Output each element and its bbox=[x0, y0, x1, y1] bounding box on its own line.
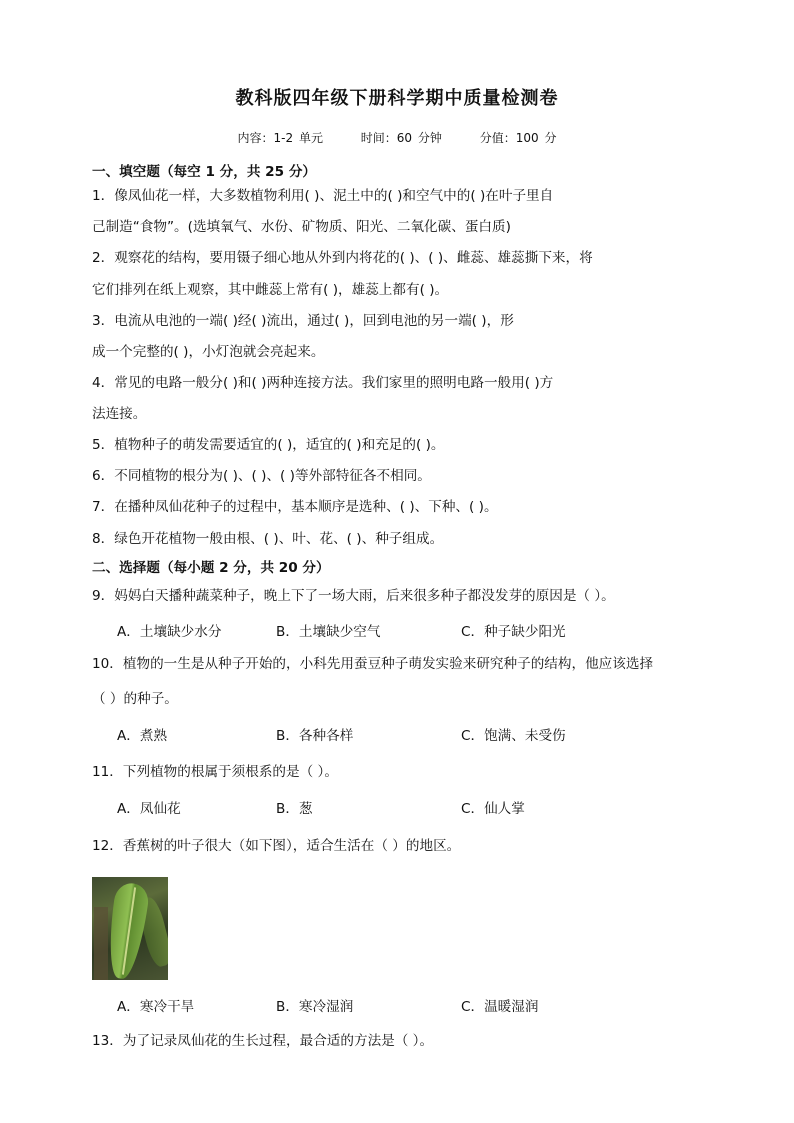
meta-content: 内容：1-2 单元 bbox=[237, 131, 323, 145]
question-6: 6．不同植物的根分为( )、( )、( )等外部特征各不相同。 bbox=[92, 468, 431, 484]
question-5: 5．植物种子的萌发需要适宜的( )，适宜的( )和充足的( )。 bbox=[92, 437, 445, 453]
banana-leaf-image bbox=[92, 877, 168, 980]
question-10-line-2: （ ）的种子。 bbox=[92, 691, 178, 707]
section-fill-blank-heading: 一、填空题（每空 1 分，共 25 分） bbox=[92, 164, 317, 180]
exam-meta bbox=[0, 129, 794, 146]
q11-option-a: A．凤仙花 bbox=[117, 801, 181, 817]
q10-option-b: B．各种各样 bbox=[276, 728, 354, 744]
q11-option-b: B．葱 bbox=[276, 801, 313, 817]
question-7: 7．在播种凤仙花种子的过程中，基本顺序是选种、( )、下种、( )。 bbox=[92, 499, 498, 515]
question-4-line-1: 4．常见的电路一般分( )和( )两种连接方法。我们家里的照明电路一般用( )方 bbox=[92, 375, 554, 391]
q10-option-c: C．饱满、未受伤 bbox=[461, 728, 566, 744]
q12-option-a: A．寒冷干旱 bbox=[117, 999, 195, 1015]
question-2-line-2: 它们排列在纸上观察，其中雌蕊上常有( )，雄蕊上都有( )。 bbox=[92, 282, 449, 298]
meta-score: 分值：100 分 bbox=[479, 131, 557, 145]
question-4-line-2: 法连接。 bbox=[92, 406, 147, 422]
q10-option-a: A．煮熟 bbox=[117, 728, 168, 744]
question-3-line-1: 3．电流从电池的一端( )经( )流出，通过( )，回到电池的另一端( )，形 bbox=[92, 313, 514, 329]
question-8: 8．绿色开花植物一般由根、( )、叶、花、( )、种子组成。 bbox=[92, 531, 444, 547]
q9-option-b: B．土壤缺少空气 bbox=[276, 624, 381, 640]
question-3-line-2: 成一个完整的( )，小灯泡就会亮起来。 bbox=[92, 344, 325, 360]
question-11: 11．下列植物的根属于须根系的是（ ）。 bbox=[92, 764, 338, 780]
q9-option-a: A．土壤缺少水分 bbox=[117, 624, 222, 640]
question-10-line-1: 10．植物的一生是从种子开始的，小科先用蚕豆种子萌发实验来研究种子的结构，他应该选择 bbox=[92, 656, 654, 672]
meta-time: 时间：60 分钟 bbox=[360, 131, 442, 145]
q12-option-b: B．寒冷湿润 bbox=[276, 999, 354, 1015]
question-1-line-1: 1．像凤仙花一样，大多数植物利用( )、泥土中的( )和空气中的( )在叶子里自 bbox=[92, 188, 554, 204]
q9-option-c: C．种子缺少阳光 bbox=[461, 624, 566, 640]
q12-option-c: C．温暖湿润 bbox=[461, 999, 539, 1015]
q11-option-c: C．仙人掌 bbox=[461, 801, 525, 817]
page-title: 教科版四年级下册科学期中质量检测卷 bbox=[235, 88, 559, 109]
question-2-line-1: 2．观察花的结构，要用镊子细心地从外到内将花的( )、( )、雌蕊、雄蕊撕下来，将 bbox=[92, 250, 593, 266]
question-1-line-2: 己制造“食物”。(选填氧气、水份、矿物质、阳光、二氧化碳、蛋白质) bbox=[92, 219, 511, 235]
question-9: 9．妈妈白天播种蔬菜种子，晚上下了一场大雨，后来很多种子都没发芽的原因是（ ）。 bbox=[92, 588, 615, 604]
question-12: 12．香蕉树的叶子很大（如下图），适合生活在（ ）的地区。 bbox=[92, 838, 461, 854]
question-13: 13．为了记录凤仙花的生长过程，最合适的方法是（ ）。 bbox=[92, 1033, 434, 1049]
section-choice-heading: 二、选择题（每小题 2 分，共 20 分） bbox=[92, 560, 330, 576]
